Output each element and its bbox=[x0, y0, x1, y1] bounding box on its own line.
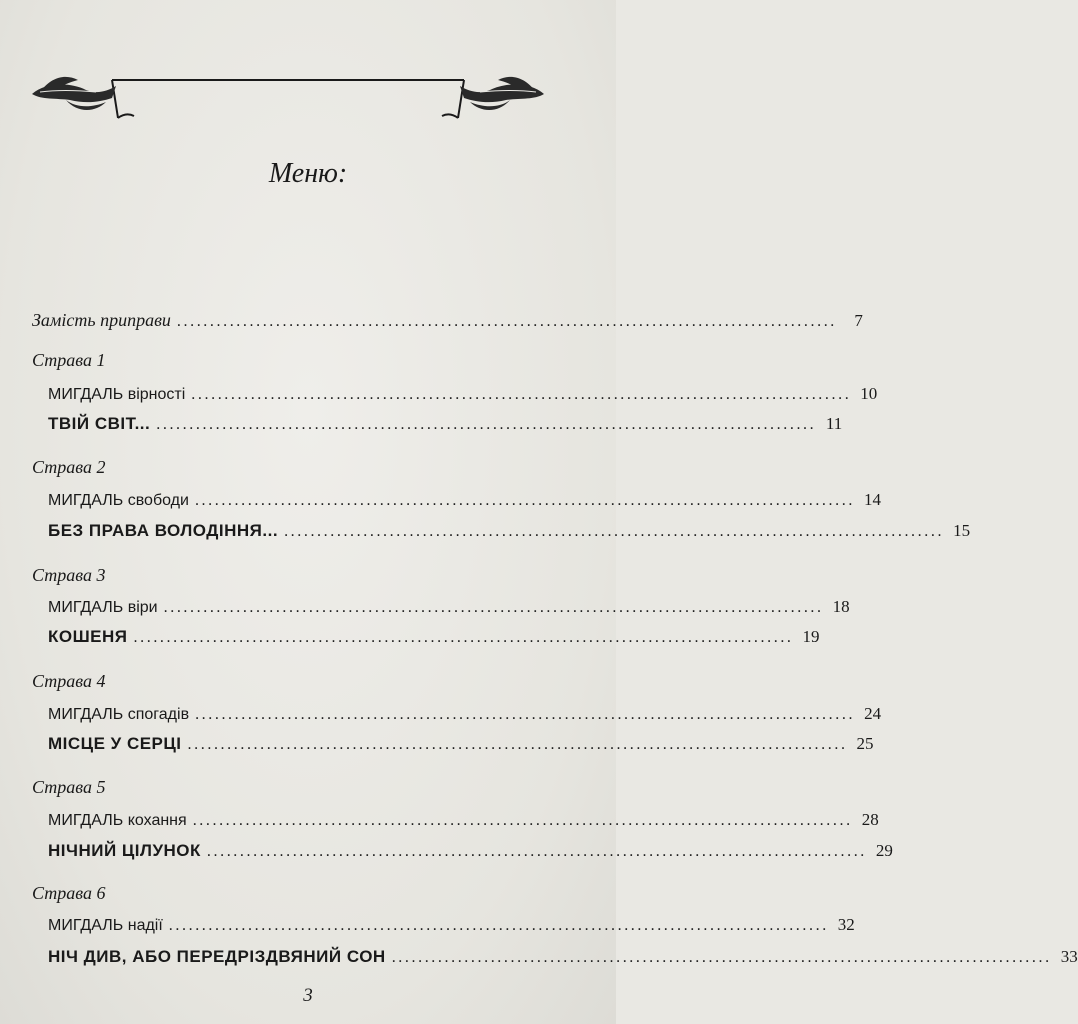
section-heading: Страва 4 bbox=[32, 671, 106, 691]
toc-page-number: 14 bbox=[863, 490, 881, 509]
dot-leader: .................................................................................................... bbox=[284, 523, 945, 540]
dot-leader: .................................................................................................... bbox=[192, 812, 853, 829]
toc-page-number: 11 bbox=[825, 414, 843, 433]
dot-leader: .................................................................................................... bbox=[176, 313, 837, 330]
dot-leader: .................................................................................................... bbox=[133, 629, 794, 646]
decorative-banner-ornament bbox=[26, 72, 550, 128]
page-title: Меню: bbox=[268, 158, 348, 189]
toc-entry-label: МИГДАЛЬ спогадів bbox=[48, 706, 190, 723]
toc-page-number: 24 bbox=[864, 704, 882, 723]
toc-row bbox=[48, 807, 879, 833]
toc-page-number: 32 bbox=[837, 915, 855, 934]
dot-leader: .................................................................................................... bbox=[163, 599, 824, 616]
toc-row bbox=[48, 411, 843, 437]
toc-page-number: 29 bbox=[875, 841, 893, 860]
toc-row bbox=[48, 944, 1078, 970]
toc-row bbox=[48, 381, 878, 407]
toc-row bbox=[48, 487, 881, 513]
dot-leader: .................................................................................................... bbox=[187, 736, 848, 753]
dot-leader: .................................................................................................... bbox=[195, 706, 856, 723]
section-heading: Страва 2 bbox=[32, 457, 106, 477]
toc-entry-label: КОШЕНЯ bbox=[48, 627, 128, 646]
toc-entry-label: МИГДАЛЬ вірності bbox=[48, 386, 186, 403]
dot-leader: .................................................................................................... bbox=[191, 386, 852, 403]
section-heading: Страва 5 bbox=[32, 777, 106, 797]
dot-leader: .................................................................................................... bbox=[168, 917, 829, 934]
toc-entry-label: МИГДАЛЬ віри bbox=[48, 599, 158, 616]
dot-leader: .................................................................................................... bbox=[156, 416, 817, 433]
section-heading: Страва 1 bbox=[32, 350, 106, 370]
toc-page-number: 19 bbox=[802, 627, 820, 646]
toc-row bbox=[48, 731, 874, 757]
toc-row bbox=[48, 912, 855, 938]
toc-entry-label: МІСЦЕ У СЕРЦІ bbox=[48, 734, 182, 753]
toc-row bbox=[48, 701, 882, 727]
toc-entry-label: Замість приправи bbox=[32, 310, 171, 330]
dot-leader: .................................................................................................... bbox=[206, 843, 867, 860]
toc-row bbox=[48, 624, 820, 650]
toc-page-number: 15 bbox=[953, 521, 971, 540]
section-heading: Страва 3 bbox=[32, 565, 106, 585]
toc-row bbox=[48, 838, 893, 864]
toc-entry-label: МИГДАЛЬ надії bbox=[48, 917, 163, 934]
toc-page-number: 10 bbox=[860, 384, 878, 403]
toc-entry-label: БЕЗ ПРАВА ВОЛОДІННЯ... bbox=[48, 521, 279, 540]
toc-entry-label: МИГДАЛЬ свободи bbox=[48, 492, 189, 509]
toc-entry-label: ТВІЙ СВІТ... bbox=[48, 414, 151, 433]
toc-row bbox=[48, 594, 850, 620]
page-number: 3 bbox=[303, 985, 313, 1006]
section-heading: Страва 6 bbox=[32, 883, 106, 903]
toc-entry-label: МИГДАЛЬ кохання bbox=[48, 812, 187, 829]
toc-page-number: 28 bbox=[861, 810, 879, 829]
toc-entry-label: НІЧ ДИВ, АБО ПЕРЕДРІЗДВЯНИЙ СОН bbox=[48, 947, 386, 966]
toc-page-number: 7 bbox=[854, 311, 863, 330]
toc-page-number: 18 bbox=[832, 597, 850, 616]
toc-page-number: 33 bbox=[1060, 947, 1078, 966]
toc-page-number: 25 bbox=[856, 734, 874, 753]
toc-row-intro bbox=[32, 307, 863, 333]
toc-entry-label: НІЧНИЙ ЦІЛУНОК bbox=[48, 841, 201, 860]
dot-leader: .................................................................................................... bbox=[194, 492, 855, 509]
dot-leader: .................................................................................................... bbox=[391, 949, 1052, 966]
toc-row bbox=[48, 518, 971, 544]
